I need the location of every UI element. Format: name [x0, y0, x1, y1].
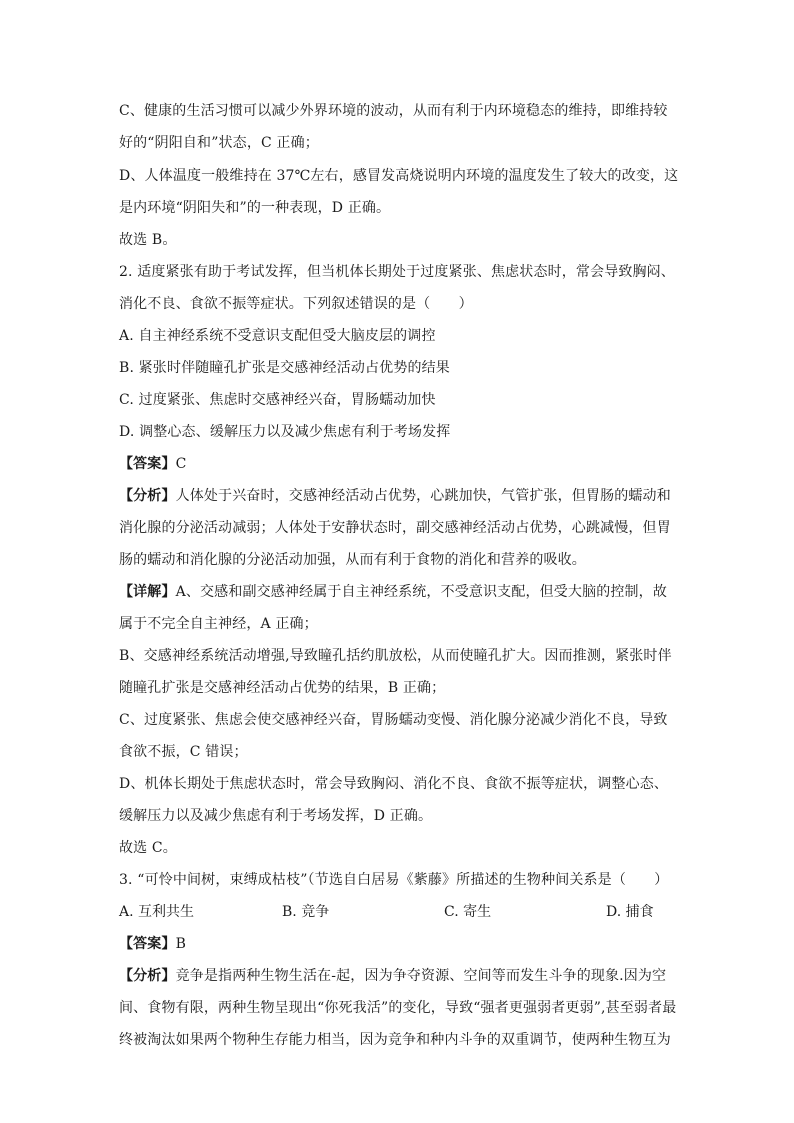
analysis-line [119, 967, 679, 985]
detail-text: A、交感和副交感神经属于自主神经系统，不受意识支配，但受大脑的控制，故 [175, 584, 667, 600]
text-line: 随瞳孔扩张是交感神经活动占优势的结果，B 正确； [119, 680, 446, 696]
answer-label: 【答案】 [119, 936, 176, 952]
text-line: 消化腺的分泌活动减弱；人体处于安静状态时，副交感神经活动占优势，心跳减慢，但胃 [119, 520, 671, 536]
question-2-stem: 2. 适度紧张有助于考试发挥，但当机体长期处于过度紧张、焦虑状态时，常会导致胸闷、 [119, 264, 675, 280]
option-a: A. 互利共生 [119, 904, 195, 920]
text-line: 终被淘汰如果两个物种生存能力相当，因为竞争和种内斗争的双重调节，使两种生物互为 [119, 1032, 671, 1048]
text-line: 间、食物有限，两种生物呈现出“你死我活”的变化，导致“强者更强弱者更弱”,甚至弱者最 [119, 1000, 677, 1016]
question-3-options [119, 903, 679, 921]
analysis-label: 【分析】 [119, 488, 176, 504]
option-c: C. 过度紧张、焦虑时交感神经兴奋，胃肠蠕动加快 [119, 392, 436, 408]
answer-value: C [175, 456, 187, 472]
option-a: A. 自主神经系统不受意识支配但受大脑皮层的调控 [119, 328, 436, 344]
answer-label: 【答案】 [119, 456, 176, 472]
option-b: B. 竞争 [282, 904, 330, 920]
text-line: 好的“阴阳自和”状态，C 正确； [119, 135, 319, 151]
answer-line [119, 935, 679, 953]
option-d: D. 捕食 [606, 904, 654, 920]
analysis-line [119, 487, 679, 505]
analysis-label: 【分析】 [119, 968, 176, 984]
text-line: C、健康的生活习惯可以减少外界环境的波动，从而有利于内环境稳态的维持，即维持较 [119, 103, 668, 119]
text-line: D、人体温度一般维持在 37℃左右，感冒发高烧说明内环境的温度发生了较大的改变，这 [119, 168, 679, 184]
option-b: B. 紧张时伴随瞳孔扩张是交感神经活动占优势的结果 [119, 360, 450, 376]
text-line: 故选 B。 [119, 232, 177, 248]
text-line: C、过度紧张、焦虑会使交感神经兴奋，胃肠蠕动变慢、消化腺分泌减少消化不良，导致 [119, 712, 668, 728]
text-line: B、交感神经系统活动增强,导致瞳孔括约肌放松，从而使瞳孔扩大。因而推测，紧张时伴 [119, 648, 672, 664]
text-line: 是内环境“阴阳失和”的一种表现，D 正确。 [119, 200, 391, 216]
detail-label: 【详解】 [119, 584, 176, 600]
answer-value: B [175, 936, 187, 952]
text-line: 属于不完全自主神经，A 正确； [119, 616, 318, 632]
text-line: D、机体长期处于焦虑状态时，常会导致胸闷、消化不良、食欲不振等症状，调整心态、 [119, 776, 669, 792]
analysis-text: 人体处于兴奋时，交感神经活动占优势，心跳加快，气管扩张，但胃肠的蠕动和 [175, 488, 671, 504]
question-3-stem: 3. “可怜中间树，束缚成枯枝”（节选自白居易《紫藤》所描述的生物种间关系是（ ） [119, 872, 669, 888]
option-c: C. 寄生 [444, 904, 492, 920]
option-d: D. 调整心态、缓解压力以及减少焦虑有利于考场发挥 [119, 424, 451, 440]
text-line: 缓解压力以及减少焦虑有利于考场发挥，D 正确。 [119, 808, 433, 824]
answer-line [119, 455, 679, 473]
text-line: 食欲不振，C 错误； [119, 744, 248, 760]
analysis-text: 竞争是指两种生物生活在-起，因为争夺资源、空间等而发生斗争的现象.因为空 [175, 968, 667, 984]
detail-line [119, 583, 679, 601]
text-line: 肠的蠕动和消化腺的分泌活动加强，从而有利于食物的消化和营养的吸收。 [119, 552, 586, 568]
text-line: 故选 C。 [119, 840, 177, 856]
question-2-stem: 消化不良、食欲不振等症状。下列叙述错误的是（ ） [119, 296, 473, 312]
